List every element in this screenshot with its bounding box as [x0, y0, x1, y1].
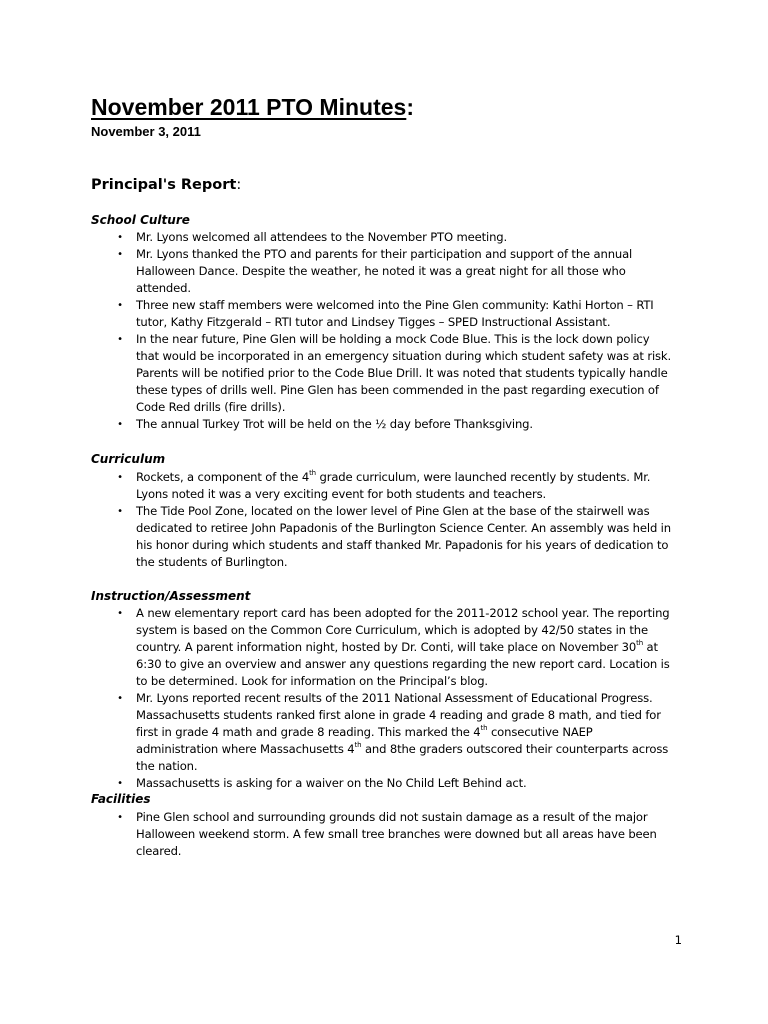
- bullet-icon: •: [117, 472, 123, 483]
- list-item: • The Tide Pool Zone, located on the lower level of Pine Glen at the base of the stairwell was dedicated to retiree John Papadonis of the Burlington Science Center. An assembly was held in his honor during which students and staff thanked Mr. Papadonis for his years of dedication to the students of Burlington.: [114, 503, 674, 571]
- meeting-date: November 3, 2011: [91, 124, 201, 139]
- list-item: • Mr. Lyons reported recent results of the 2011 National Assessment of Educational Progress. Massachusetts students ranked first alone in grade 4 reading and grade 8 math, and tied for first in grade 4 math and grade 8 reading. This marked the 4th consecutive NAEP administration where Massachusetts 4th and 8the graders outscored their counterparts across the nation.: [114, 690, 674, 775]
- bullet-icon: •: [117, 249, 123, 260]
- list-item: • Massachusetts is asking for a waiver on the No Child Left Behind act.: [114, 775, 674, 792]
- bullet-icon: •: [117, 778, 123, 789]
- section-title-text: Principal's Report: [91, 177, 237, 193]
- section-title-colon: :: [236, 177, 242, 193]
- page-title: [91, 93, 414, 121]
- list-item: • Pine Glen school and surrounding grounds did not sustain damage as a result of the major Halloween weekend storm. A few small tree branches were downed but all areas have been cleared.: [114, 809, 674, 860]
- page-number: 1: [674, 933, 682, 947]
- list-item: • Mr. Lyons welcomed all attendees to the November PTO meeting.: [114, 229, 674, 246]
- list-item: • In the near future, Pine Glen will be holding a mock Code Blue. This is the lock down policy that would be incorporated in an emergency situation during which student safety was at risk. Parents will be notified prior to the Code Blue Drill. It was noted that students typically handle these types of drills well. Pine Glen has been commended in the past regarding execution of Code Red drills (fire drills).: [114, 331, 674, 416]
- school-culture-list: [114, 229, 674, 433]
- subheading-facilities: Facilities: [91, 792, 151, 806]
- list-item: • A new elementary report card has been adopted for the 2011-2012 school year. The reporting system is based on the Common Core Curriculum, which is adopted by 42/50 states in the country. A parent information night, hosted by Dr. Conti, will take place on November 30th at 6:30 to give an overview and answer any questions regarding the new report card. Location is to be determined. Look for information on the Principal’s blog.: [114, 605, 674, 690]
- list-item: • Three new staff members were welcomed into the Pine Glen community: Kathi Horton – RTI tutor, Kathy Fitzgerald – RTI tutor and Lindsey Tigges – SPED Instructional Assistant.: [114, 297, 674, 331]
- subheading-curriculum: Curriculum: [91, 452, 166, 466]
- list-item: • Mr. Lyons thanked the PTO and parents for their participation and support of the annual Halloween Dance. Despite the weather, he noted it was a great night for all those who attended.: [114, 246, 674, 297]
- title-colon: :: [406, 94, 414, 120]
- bullet-icon: •: [117, 812, 123, 823]
- section-title: [91, 175, 241, 195]
- subheading-school-culture: School Culture: [91, 213, 190, 227]
- list-item: • Rockets, a component of the 4th grade curriculum, were launched recently by students. Mr. Lyons noted it was a very exciting event for both students and teachers.: [114, 469, 674, 503]
- instruction-list: [114, 605, 674, 792]
- curriculum-list: [114, 469, 674, 571]
- bullet-icon: •: [117, 232, 123, 243]
- title-text: November 2011 PTO Minutes: [91, 94, 407, 120]
- facilities-list: [114, 809, 674, 860]
- bullet-icon: •: [117, 608, 123, 619]
- bullet-icon: •: [117, 419, 123, 430]
- bullet-icon: •: [117, 506, 123, 517]
- subheading-instruction-assessment: Instruction/Assessment: [91, 589, 251, 603]
- list-item: • The annual Turkey Trot will be held on the ½ day before Thanksgiving.: [114, 416, 674, 433]
- bullet-icon: •: [117, 334, 123, 345]
- bullet-icon: •: [117, 693, 123, 704]
- bullet-icon: •: [117, 300, 123, 311]
